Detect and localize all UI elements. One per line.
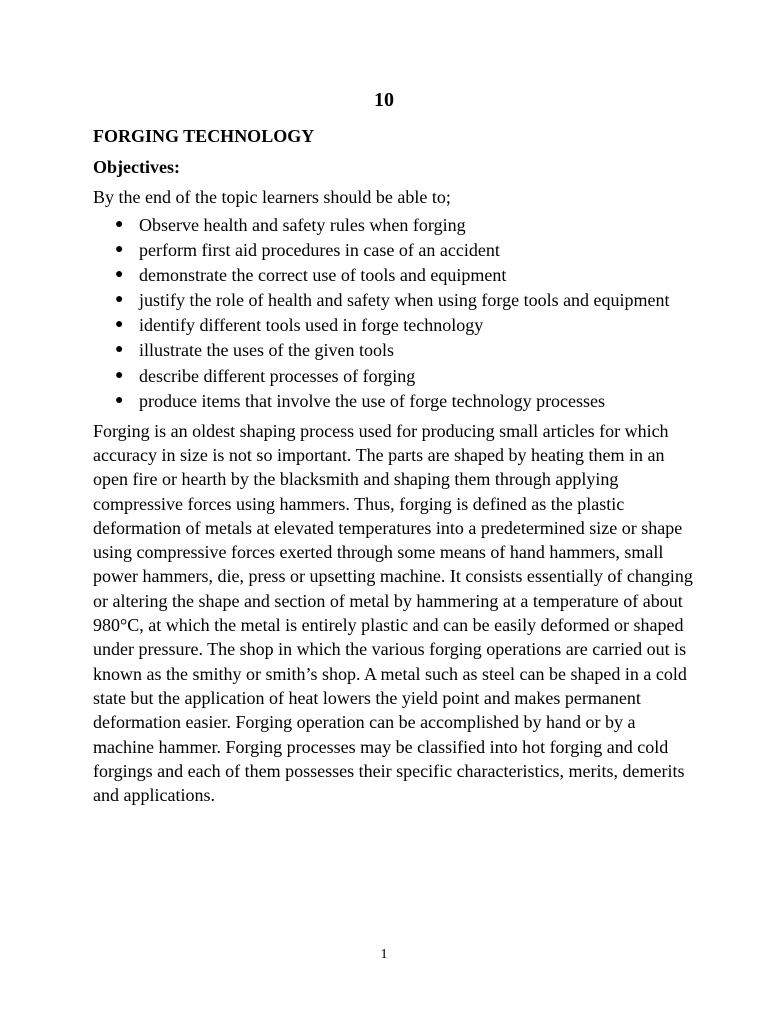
objective-text: justify the role of health and safety when using forge tools and equipment — [139, 290, 670, 311]
objective-text: produce items that involve the use of forge technology processes — [139, 390, 606, 411]
bullet-icon: ● — [115, 392, 124, 408]
bullet-icon: ● — [115, 317, 124, 333]
objectives-list — [93, 213, 693, 413]
body-paragraph: Forging is an oldest shaping process used for producing small articles for which accuracy in size is not so important. The parts are shaped by heating them in an open fire or hearth by the blacksmith and shaping them through applying compressive forces using hammers. Thus, forging is defined as the plastic deformation of metals at elevated temperatures into a predetermined size or shape using compressive forces exerted through some means of hand hammers, small power hammers, die, press or upsetting machine. It consists essentially of changing or altering the shape and section of metal by hammering at a temperature of about 980°C, at which the metal is entirely plastic and can be easily deformed or shaped under pressure. The shop in which the various forging operations are carried out is known as the smithy or smith’s shop. A metal such as steel can be shaped in a cold state but the application of heat lowers the yield point and makes permanent deformation easier. Forging operation can be accomplished by hand or by a machine hammer. Forging processes may be classified into hot forging and cold forgings and each of them possesses their specific characteristics, merits, demerits and applications. — [93, 420, 693, 806]
objectives-heading: Objectives: — [93, 157, 180, 177]
objective-text: illustrate the uses of the given tools — [139, 340, 394, 361]
bullet-icon: ● — [115, 217, 124, 232]
chapter-number: 10 — [374, 89, 394, 111]
list-item — [93, 338, 693, 362]
list-item — [93, 213, 693, 237]
objective-text: describe different processes of forging — [139, 365, 416, 386]
chapter-title: FORGING TECHNOLOGY — [93, 126, 315, 146]
objective-text: identify different tools used in forge technology — [139, 315, 484, 336]
list-item — [93, 288, 693, 312]
page-number: 1 — [380, 947, 388, 962]
objective-text: Observe health and safety rules when forging — [139, 215, 466, 235]
list-item — [93, 364, 693, 388]
bullet-icon: ● — [115, 242, 124, 258]
list-item — [93, 389, 693, 413]
list-item — [93, 238, 693, 262]
bullet-icon: ● — [115, 267, 124, 283]
objective-text: perform first aid procedures in case of an accident — [139, 240, 500, 261]
page-content — [93, 124, 693, 807]
list-item — [93, 263, 693, 287]
bullet-icon: ● — [115, 367, 124, 383]
bullet-icon: ● — [115, 342, 124, 358]
bullet-icon: ● — [115, 292, 124, 308]
list-item — [93, 313, 693, 337]
objectives-intro: By the end of the topic learners should be able to; — [93, 187, 451, 207]
objective-text: demonstrate the correct use of tools and equipment — [139, 265, 507, 286]
